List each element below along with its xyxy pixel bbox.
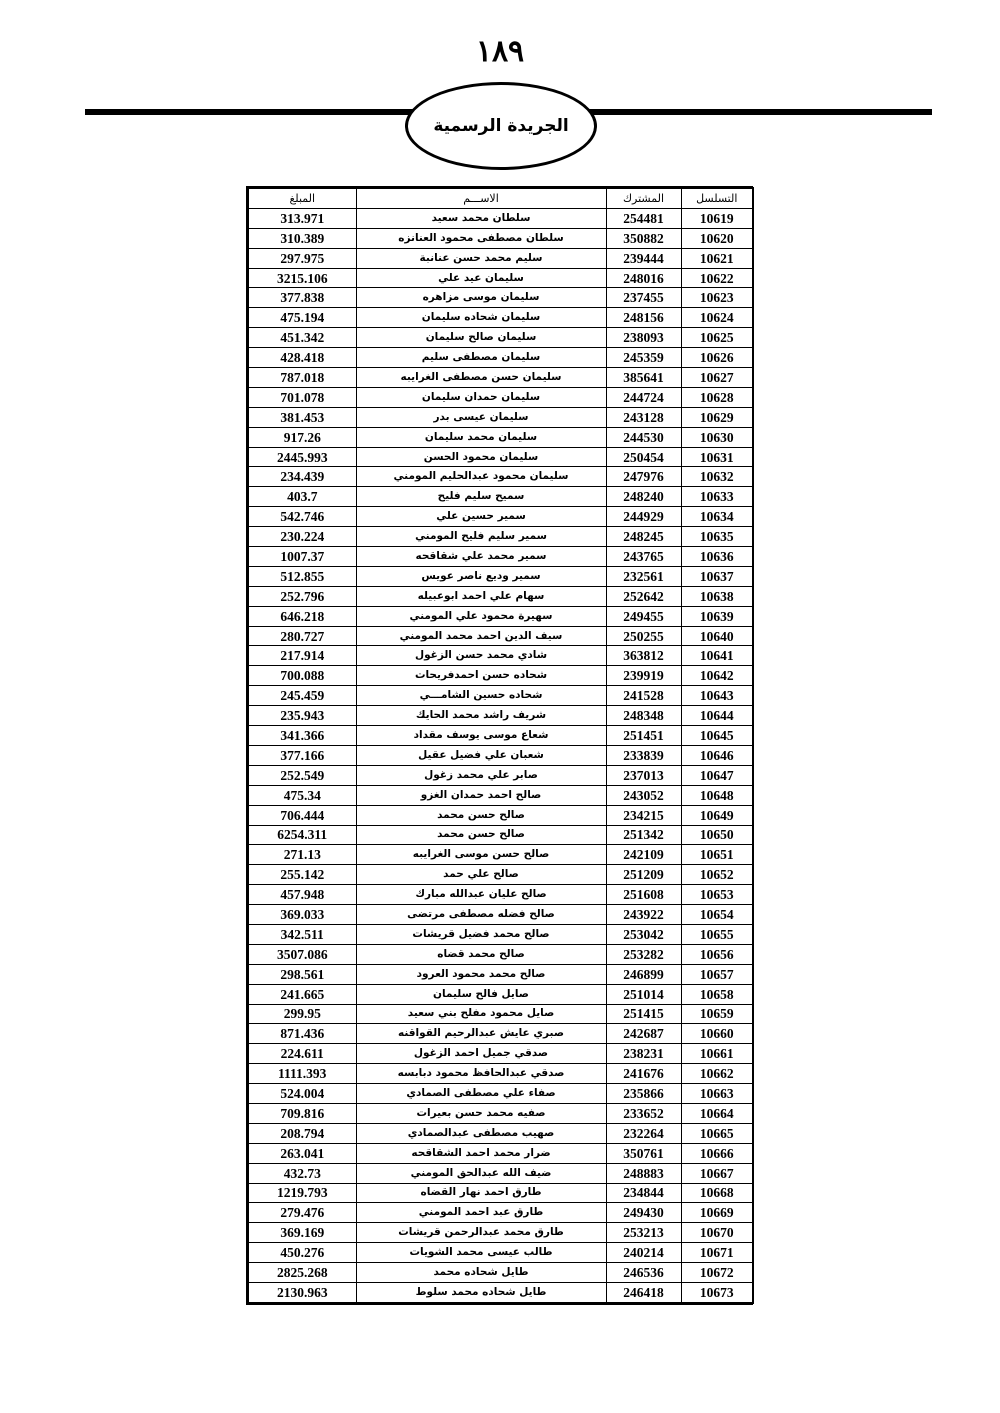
amount-cell: 457.948 [248, 885, 356, 905]
amount-cell: 3507.086 [248, 944, 356, 964]
name-cell: ضيف الله عبدالحق المومني [356, 1163, 606, 1183]
amount-cell: 646.218 [248, 606, 356, 626]
name-cell: صالح محمد فضيل قريشات [356, 924, 606, 944]
table-row [248, 288, 753, 308]
header-serial: التسلسل [681, 188, 753, 208]
subscriber-cell: 242109 [606, 845, 681, 865]
name-cell: سيف الدين احمد محمد المومني [356, 626, 606, 646]
table-row [248, 924, 753, 944]
name-cell: شحاده حسين الشامـــي [356, 686, 606, 706]
table-row [248, 1123, 753, 1143]
table-row [248, 1183, 753, 1203]
name-cell: سمير حسين علي [356, 507, 606, 527]
table-row [248, 606, 753, 626]
serial-cell: 10640 [681, 626, 753, 646]
serial-cell: 10623 [681, 288, 753, 308]
table-row [248, 745, 753, 765]
table-row [248, 805, 753, 825]
serial-cell: 10636 [681, 547, 753, 567]
amount-cell: 377.166 [248, 745, 356, 765]
subscriber-cell: 246899 [606, 964, 681, 984]
subscriber-cell: 252642 [606, 586, 681, 606]
subscriber-cell: 385641 [606, 368, 681, 388]
serial-cell: 10671 [681, 1243, 753, 1263]
name-cell: صالح احمد حمدان الغزو [356, 785, 606, 805]
table-row [248, 1143, 753, 1163]
serial-cell: 10665 [681, 1123, 753, 1143]
table-row [248, 487, 753, 507]
serial-cell: 10654 [681, 905, 753, 925]
amount-cell: 280.727 [248, 626, 356, 646]
serial-cell: 10624 [681, 308, 753, 328]
subscriber-cell: 243765 [606, 547, 681, 567]
amount-cell: 700.088 [248, 666, 356, 686]
subscriber-cell: 253042 [606, 924, 681, 944]
table-row [248, 228, 753, 248]
subscriber-cell: 239919 [606, 666, 681, 686]
table-row [248, 765, 753, 785]
serial-cell: 10625 [681, 328, 753, 348]
serial-cell: 10669 [681, 1203, 753, 1223]
amount-cell: 475.34 [248, 785, 356, 805]
amount-cell: 1111.393 [248, 1064, 356, 1084]
subscriber-cell: 248016 [606, 268, 681, 288]
subscriber-cell: 241528 [606, 686, 681, 706]
serial-cell: 10660 [681, 1024, 753, 1044]
subscriber-cell: 242687 [606, 1024, 681, 1044]
name-cell: سليمان عيسى بدر [356, 407, 606, 427]
amount-cell: 475.194 [248, 308, 356, 328]
name-cell: سميح سليم فليح [356, 487, 606, 507]
amount-cell: 369.169 [248, 1223, 356, 1243]
name-cell: شحاده حسن احمدفريحات [356, 666, 606, 686]
name-cell: سليمان عيد علي [356, 268, 606, 288]
subscriber-cell: 350882 [606, 228, 681, 248]
table-row [248, 467, 753, 487]
table-row [248, 1103, 753, 1123]
amount-cell: 313.971 [248, 208, 356, 228]
subscriber-cell: 248883 [606, 1163, 681, 1183]
header-amount: المبلغ [248, 188, 356, 208]
amount-cell: 428.418 [248, 348, 356, 368]
subscriber-cell: 240214 [606, 1243, 681, 1263]
name-cell: صالح فضله مصطفى مرتضى [356, 905, 606, 925]
amount-cell: 709.816 [248, 1103, 356, 1123]
serial-cell: 10658 [681, 984, 753, 1004]
serial-cell: 10667 [681, 1163, 753, 1183]
amount-cell: 512.855 [248, 566, 356, 586]
table-row [248, 1004, 753, 1024]
subscriber-cell: 249455 [606, 606, 681, 626]
table-row [248, 586, 753, 606]
table-row [248, 328, 753, 348]
subscriber-cell: 235866 [606, 1084, 681, 1104]
name-cell: شعاع موسى يوسف مقداد [356, 726, 606, 746]
serial-cell: 10627 [681, 368, 753, 388]
serial-cell: 10649 [681, 805, 753, 825]
subscriber-cell: 234844 [606, 1183, 681, 1203]
serial-cell: 10645 [681, 726, 753, 746]
amount-cell: 381.453 [248, 407, 356, 427]
name-cell: سمير محمد علي شقاقحه [356, 547, 606, 567]
subscriber-cell: 243052 [606, 785, 681, 805]
amount-cell: 403.7 [248, 487, 356, 507]
serial-cell: 10655 [681, 924, 753, 944]
amount-cell: 208.794 [248, 1123, 356, 1143]
name-cell: طالب عيسى محمد الشويات [356, 1243, 606, 1263]
serial-cell: 10653 [681, 885, 753, 905]
name-cell: طايل شحاده محمد [356, 1263, 606, 1283]
name-cell: شعبان علي فضيل عقيل [356, 745, 606, 765]
table-row [248, 348, 753, 368]
table-header-row [248, 188, 753, 208]
name-cell: سليمان حمدان سليمان [356, 387, 606, 407]
table-row [248, 785, 753, 805]
serial-cell: 10629 [681, 407, 753, 427]
amount-cell: 450.276 [248, 1243, 356, 1263]
subscriber-cell: 350761 [606, 1143, 681, 1163]
name-cell: صالح علي حمد [356, 865, 606, 885]
table-row [248, 447, 753, 467]
serial-cell: 10644 [681, 706, 753, 726]
serial-cell: 10620 [681, 228, 753, 248]
table-row [248, 547, 753, 567]
serial-cell: 10670 [681, 1223, 753, 1243]
name-cell: سلطان محمد سعيد [356, 208, 606, 228]
amount-cell: 432.73 [248, 1163, 356, 1183]
amount-cell: 297.975 [248, 248, 356, 268]
subscriber-cell: 244929 [606, 507, 681, 527]
table-row [248, 1084, 753, 1104]
table-row [248, 865, 753, 885]
amount-cell: 2445.993 [248, 447, 356, 467]
subscriber-cell: 246418 [606, 1282, 681, 1302]
table-row [248, 825, 753, 845]
subscriber-cell: 237013 [606, 765, 681, 785]
subscriber-cell: 243922 [606, 905, 681, 925]
amount-cell: 224.611 [248, 1044, 356, 1064]
amount-cell: 271.13 [248, 845, 356, 865]
subscriber-cell: 248245 [606, 527, 681, 547]
amount-cell: 787.018 [248, 368, 356, 388]
table-row [248, 984, 753, 1004]
serial-cell: 10631 [681, 447, 753, 467]
name-cell: سهام علي احمد ابوعبيله [356, 586, 606, 606]
subscriber-cell: 237455 [606, 288, 681, 308]
name-cell: سهيرة محمود علي المومني [356, 606, 606, 626]
subscriber-cell: 248348 [606, 706, 681, 726]
name-cell: طارق عبد احمد المومني [356, 1203, 606, 1223]
name-cell: صفيه محمد حسن بعيرات [356, 1103, 606, 1123]
table-row [248, 507, 753, 527]
serial-cell: 10643 [681, 686, 753, 706]
serial-cell: 10639 [681, 606, 753, 626]
name-cell: صدقي عبدالحافظ محمود دبابسه [356, 1064, 606, 1084]
subscriber-cell: 250454 [606, 447, 681, 467]
name-cell: سليمان محمود الحسن [356, 447, 606, 467]
amount-cell: 917.26 [248, 427, 356, 447]
serial-cell: 10619 [681, 208, 753, 228]
table-row [248, 268, 753, 288]
subscriber-cell: 244530 [606, 427, 681, 447]
amount-cell: 701.078 [248, 387, 356, 407]
amount-cell: 310.389 [248, 228, 356, 248]
subscriber-cell: 232264 [606, 1123, 681, 1143]
name-cell: صالح محمد قضاه [356, 944, 606, 964]
subscriber-cell: 239444 [606, 248, 681, 268]
subscriber-cell: 247976 [606, 467, 681, 487]
serial-cell: 10659 [681, 1004, 753, 1024]
name-cell: صايل فالح سليمان [356, 984, 606, 1004]
serial-cell: 10657 [681, 964, 753, 984]
table-row [248, 427, 753, 447]
name-cell: سليمان محمد سليمان [356, 427, 606, 447]
serial-cell: 10650 [681, 825, 753, 845]
amount-cell: 252.796 [248, 586, 356, 606]
table-row [248, 1263, 753, 1283]
amount-cell: 217.914 [248, 646, 356, 666]
name-cell: سمير وديع ناصر عويس [356, 566, 606, 586]
amount-cell: 263.041 [248, 1143, 356, 1163]
table-row [248, 646, 753, 666]
serial-cell: 10621 [681, 248, 753, 268]
name-cell: صفاء علي مصطفى الصمادي [356, 1084, 606, 1104]
serial-cell: 10635 [681, 527, 753, 547]
name-cell: طارق احمد نهار القضاه [356, 1183, 606, 1203]
serial-cell: 10664 [681, 1103, 753, 1123]
serial-cell: 10633 [681, 487, 753, 507]
serial-cell: 10626 [681, 348, 753, 368]
subscriber-cell: 234215 [606, 805, 681, 825]
subscriber-cell: 250255 [606, 626, 681, 646]
name-cell: صالح حسن محمد [356, 825, 606, 845]
name-cell: صايل محمود مفلح بني سعيد [356, 1004, 606, 1024]
table-row [248, 1024, 753, 1044]
table-row [248, 726, 753, 746]
serial-cell: 10641 [681, 646, 753, 666]
name-cell: طايل شحاده محمد سلوط [356, 1282, 606, 1302]
page-number: ١٨٩ [475, 34, 525, 69]
amount-cell: 235.943 [248, 706, 356, 726]
serial-cell: 10663 [681, 1084, 753, 1104]
serial-cell: 10634 [681, 507, 753, 527]
subscriber-cell: 238093 [606, 328, 681, 348]
subscriber-cell: 254481 [606, 208, 681, 228]
header-subscriber: المشترك [606, 188, 681, 208]
table-row [248, 527, 753, 547]
name-cell: سلطان مصطفى محمود العنانزه [356, 228, 606, 248]
serial-cell: 10651 [681, 845, 753, 865]
table-row [248, 1064, 753, 1084]
amount-cell: 377.838 [248, 288, 356, 308]
name-cell: شريف راشد محمد الحايك [356, 706, 606, 726]
name-cell: صالح محمد محمود العرود [356, 964, 606, 984]
amount-cell: 241.665 [248, 984, 356, 1004]
header-name: الاســـم [356, 188, 606, 208]
subscriber-cell: 251451 [606, 726, 681, 746]
amount-cell: 2130.963 [248, 1282, 356, 1302]
masthead-oval [405, 82, 597, 170]
subscriber-cell: 248240 [606, 487, 681, 507]
name-cell: شادي محمد حسن الزغول [356, 646, 606, 666]
table-row [248, 845, 753, 865]
table-row [248, 407, 753, 427]
amount-cell: 706.444 [248, 805, 356, 825]
amount-cell: 298.561 [248, 964, 356, 984]
subscriber-cell: 251209 [606, 865, 681, 885]
name-cell: سليمان مصطفى سليم [356, 348, 606, 368]
serial-cell: 10632 [681, 467, 753, 487]
name-cell: ضرار محمد احمد الشقاقحه [356, 1143, 606, 1163]
payments-table-wrap [247, 187, 752, 1304]
amount-cell: 1219.793 [248, 1183, 356, 1203]
subscriber-cell: 253213 [606, 1223, 681, 1243]
subscriber-cell: 253282 [606, 944, 681, 964]
name-cell: صالح حسن موسى الغرايبه [356, 845, 606, 865]
amount-cell: 245.459 [248, 686, 356, 706]
subscriber-cell: 244724 [606, 387, 681, 407]
table-row [248, 308, 753, 328]
subscriber-cell: 248156 [606, 308, 681, 328]
table-row [248, 626, 753, 646]
table-row [248, 964, 753, 984]
subscriber-cell: 251342 [606, 825, 681, 845]
serial-cell: 10656 [681, 944, 753, 964]
amount-cell: 230.224 [248, 527, 356, 547]
serial-cell: 10673 [681, 1282, 753, 1302]
serial-cell: 10647 [681, 765, 753, 785]
amount-cell: 2825.268 [248, 1263, 356, 1283]
name-cell: سليمان صالح سليمان [356, 328, 606, 348]
subscriber-cell: 251014 [606, 984, 681, 1004]
serial-cell: 10672 [681, 1263, 753, 1283]
name-cell: سمير سليم فليح المومني [356, 527, 606, 547]
table-row [248, 368, 753, 388]
serial-cell: 10648 [681, 785, 753, 805]
subscriber-cell: 233652 [606, 1103, 681, 1123]
serial-cell: 10646 [681, 745, 753, 765]
amount-cell: 3215.106 [248, 268, 356, 288]
subscriber-cell: 251415 [606, 1004, 681, 1024]
table-row [248, 566, 753, 586]
table-row [248, 1044, 753, 1064]
table-row [248, 905, 753, 925]
table-row [248, 666, 753, 686]
table-row [248, 387, 753, 407]
amount-cell: 255.142 [248, 865, 356, 885]
amount-cell: 1007.37 [248, 547, 356, 567]
table-row [248, 686, 753, 706]
subscriber-cell: 246536 [606, 1263, 681, 1283]
name-cell: صدقي جميل احمد الزغول [356, 1044, 606, 1064]
serial-cell: 10630 [681, 427, 753, 447]
serial-cell: 10638 [681, 586, 753, 606]
subscriber-cell: 238231 [606, 1044, 681, 1064]
table-row [248, 208, 753, 228]
name-cell: طارق محمد عبدالرحمن قريشات [356, 1223, 606, 1243]
amount-cell: 234.439 [248, 467, 356, 487]
serial-cell: 10662 [681, 1064, 753, 1084]
table-row [248, 1203, 753, 1223]
subscriber-cell: 243128 [606, 407, 681, 427]
amount-cell: 369.033 [248, 905, 356, 925]
serial-cell: 10637 [681, 566, 753, 586]
table-row [248, 1243, 753, 1263]
amount-cell: 252.549 [248, 765, 356, 785]
amount-cell: 279.476 [248, 1203, 356, 1223]
subscriber-cell: 241676 [606, 1064, 681, 1084]
name-cell: سليمان موسى مزاهره [356, 288, 606, 308]
amount-cell: 451.342 [248, 328, 356, 348]
name-cell: صهيب مصطفى عبدالصمادي [356, 1123, 606, 1143]
subscriber-cell: 249430 [606, 1203, 681, 1223]
table-row [248, 1223, 753, 1243]
serial-cell: 10661 [681, 1044, 753, 1064]
amount-cell: 542.746 [248, 507, 356, 527]
serial-cell: 10652 [681, 865, 753, 885]
subscriber-cell: 233839 [606, 745, 681, 765]
subscriber-cell: 232561 [606, 566, 681, 586]
name-cell: سليم محمد حسن عنانبة [356, 248, 606, 268]
name-cell: صابر علي محمد زغول [356, 765, 606, 785]
table-row [248, 885, 753, 905]
serial-cell: 10642 [681, 666, 753, 686]
serial-cell: 10622 [681, 268, 753, 288]
amount-cell: 524.004 [248, 1084, 356, 1104]
name-cell: صالح حسن محمد [356, 805, 606, 825]
amount-cell: 6254.311 [248, 825, 356, 845]
name-cell: صالح عليان عبدالله مبارك [356, 885, 606, 905]
name-cell: سليمان محمود عبدالحليم المومني [356, 467, 606, 487]
amount-cell: 342.511 [248, 924, 356, 944]
amount-cell: 299.95 [248, 1004, 356, 1024]
name-cell: سليمان حسن مصطفى الغرايبه [356, 368, 606, 388]
table-row [248, 944, 753, 964]
amount-cell: 871.436 [248, 1024, 356, 1044]
subscriber-cell: 363812 [606, 646, 681, 666]
masthead-title: الجريدة الرسمية [433, 116, 569, 136]
name-cell: صبري عايش عبدالرحيم القواقنه [356, 1024, 606, 1044]
serial-cell: 10666 [681, 1143, 753, 1163]
name-cell: سليمان شحاده سليمان [356, 308, 606, 328]
table-row [248, 248, 753, 268]
payments-table [247, 187, 754, 1304]
table-row [248, 1163, 753, 1183]
table-row [248, 706, 753, 726]
amount-cell: 341.366 [248, 726, 356, 746]
subscriber-cell: 251608 [606, 885, 681, 905]
serial-cell: 10668 [681, 1183, 753, 1203]
table-row [248, 1282, 753, 1302]
subscriber-cell: 245359 [606, 348, 681, 368]
serial-cell: 10628 [681, 387, 753, 407]
